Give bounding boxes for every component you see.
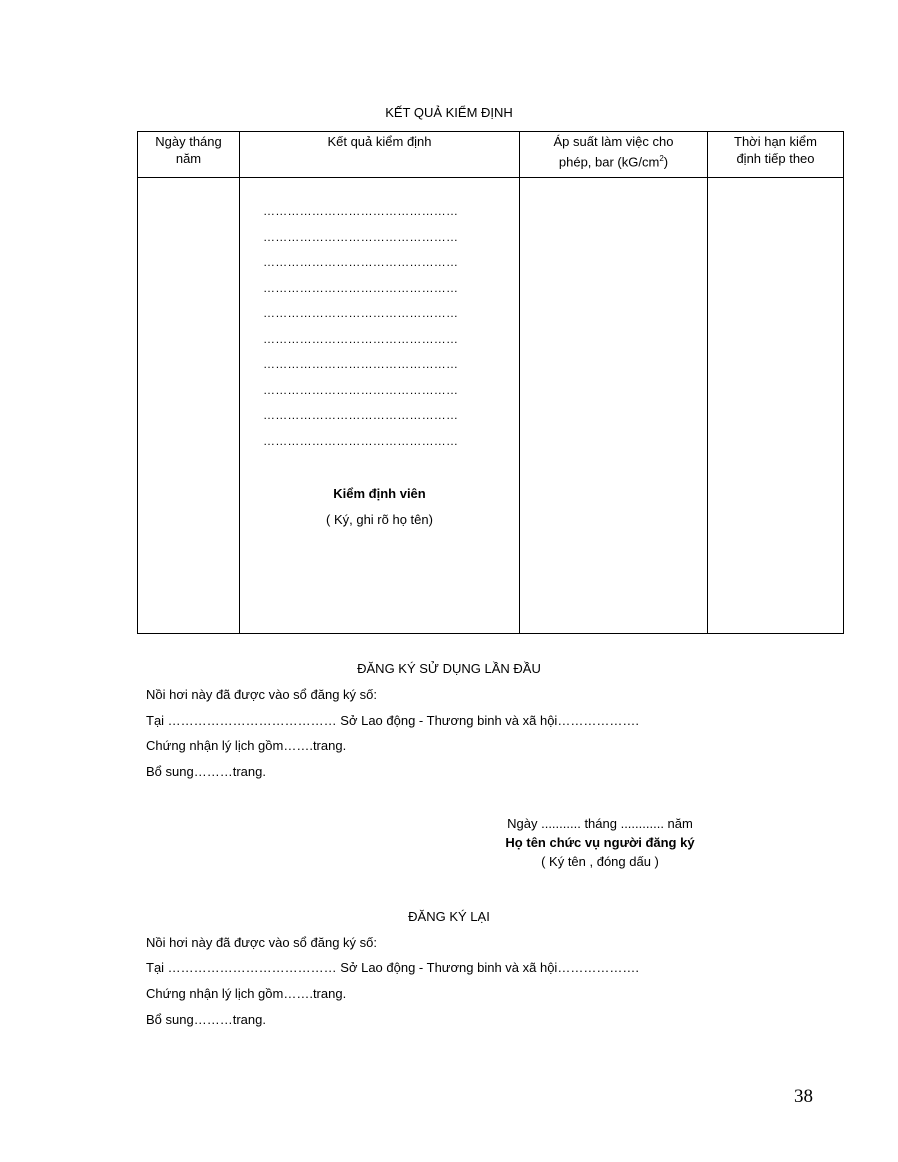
inspection-result-table	[137, 131, 844, 634]
dotted-line: …………………………………………	[263, 306, 459, 320]
inspector-role: Kiểm định viên	[333, 486, 426, 501]
header-result	[240, 132, 520, 178]
first-reg-line-certificate: Chứng nhận lý lịch gồm…….trang.	[146, 738, 347, 753]
cell-date	[138, 178, 240, 634]
header-next-inspection	[708, 132, 844, 178]
header-date	[138, 132, 240, 178]
dotted-line: …………………………………………	[263, 332, 459, 346]
dotted-line: …………………………………………	[263, 230, 459, 244]
cell-pressure	[520, 178, 708, 634]
first-reg-date-line: Ngày ........... tháng ............ năm	[507, 816, 693, 831]
header-result-label: Kết quả kiểm định	[327, 134, 432, 149]
re-reg-line-certificate: Chứng nhận lý lịch gồm…….trang.	[146, 986, 347, 1001]
re-reg-line-register-number: Nồi hơi này đã được vào sổ đăng ký số:	[146, 935, 377, 950]
re-reg-line-supplement: Bổ sung………trang.	[146, 1012, 266, 1027]
header-next-line1: Thời hạn kiểm	[734, 134, 817, 149]
header-date-line1: Ngày tháng	[155, 134, 222, 149]
re-reg-line-location: Tại ………………………………… Sở Lao động - Thương binh và xã hội……………….	[146, 960, 639, 975]
result-section-title: KẾT QUẢ KIỂM ĐỊNH	[385, 105, 513, 120]
first-reg-signer-note: ( Ký tên , đóng dấu )	[541, 854, 659, 869]
cell-result	[240, 178, 520, 634]
first-reg-line-supplement: Bổ sung………trang.	[146, 764, 266, 779]
first-reg-line-location: Tại ………………………………… Sở Lao động - Thương binh và xã hội……………….	[146, 713, 639, 728]
page-number: 38	[794, 1086, 813, 1107]
header-pressure-line2: phép, bar $(kG/cm^2)$	[558, 154, 669, 170]
dotted-line: …………………………………………	[263, 255, 459, 269]
cell-next-inspection	[708, 178, 844, 634]
first-reg-signer-role: Họ tên chức vụ người đăng ký	[505, 835, 695, 850]
dotted-line: …………………………………………	[263, 408, 459, 422]
header-next-line2: định tiếp theo	[736, 151, 815, 166]
header-pressure	[520, 132, 708, 178]
first-reg-line-register-number: Nồi hơi này đã được vào sổ đăng ký số:	[146, 687, 377, 702]
dotted-line: …………………………………………	[263, 204, 459, 218]
inspector-note: ( Ký, ghi rõ họ tên)	[326, 512, 433, 527]
header-pressure-line1: Áp suất làm việc cho	[553, 134, 674, 149]
dotted-line: …………………………………………	[263, 383, 459, 397]
dotted-line: …………………………………………	[263, 357, 459, 371]
dotted-line: …………………………………………	[263, 434, 459, 448]
re-registration-title: ĐĂNG KÝ LẠI	[408, 909, 490, 924]
dotted-line: …………………………………………	[263, 281, 459, 295]
first-registration-title: ĐĂNG KÝ SỬ DỤNG LẦN ĐẦU	[357, 661, 541, 676]
header-date-line2: năm	[175, 151, 202, 166]
